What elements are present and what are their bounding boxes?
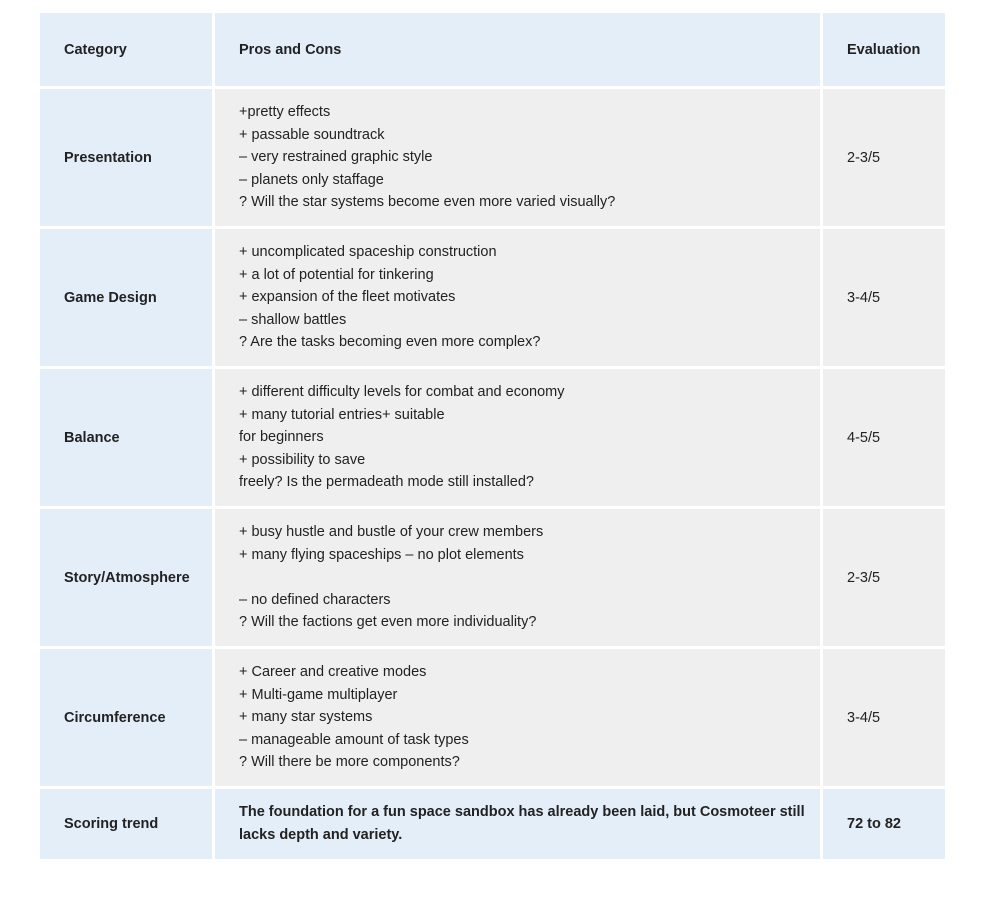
pros-cons-line: – no defined characters xyxy=(239,591,391,608)
pros-cons-line: + many star systems xyxy=(239,709,373,726)
table-row xyxy=(40,649,945,789)
pros-cons-line: + a lot of potential for tinkering xyxy=(239,266,434,283)
pros-cons-line: + passable soundtrack xyxy=(239,126,385,143)
pros-cons-line: + different difficulty levels for combat and economy xyxy=(239,384,565,401)
category-cell: Circumference xyxy=(40,649,215,789)
pros-cons-cell xyxy=(215,369,823,509)
pros-cons-line: ? Will the factions get even more individuality? xyxy=(239,614,537,631)
pros-cons-line: + Career and creative modes xyxy=(239,664,427,681)
pros-cons-cell xyxy=(215,89,823,229)
pros-cons-line: + many flying spaceships – no plot elements xyxy=(239,546,524,563)
pros-cons-line: ? Are the tasks becoming even more complex? xyxy=(239,334,541,351)
evaluation-cell: 3-4/5 xyxy=(823,649,945,789)
pros-cons-line xyxy=(239,566,820,589)
table-row xyxy=(40,89,945,229)
pros-cons-line: – planets only staffage xyxy=(239,171,384,188)
pros-cons-cell xyxy=(215,509,823,649)
review-table xyxy=(40,13,945,862)
category-cell: Presentation xyxy=(40,89,215,229)
table-row xyxy=(40,229,945,369)
category-cell: Story/Atmosphere xyxy=(40,509,215,649)
scoring-trend-label: Scoring trend xyxy=(40,789,215,862)
evaluation-cell: 2-3/5 xyxy=(823,509,945,649)
pros-cons-line: – shallow battles xyxy=(239,311,347,328)
evaluation-cell: 3-4/5 xyxy=(823,229,945,369)
scoring-trend-row xyxy=(40,789,945,862)
pros-cons-line: + expansion of the fleet motivates xyxy=(239,289,456,306)
pros-cons-line: – very restrained graphic style xyxy=(239,149,433,166)
pros-cons-line: + Multi-game multiplayer xyxy=(239,686,398,703)
scoring-trend-summary: The foundation for a fun space sandbox has already been laid, but Cosmoteer still lacks depth and variety. xyxy=(215,789,823,862)
header-category: Category xyxy=(40,13,215,89)
pros-cons-line: +pretty effects xyxy=(239,104,331,121)
pros-cons-cell xyxy=(215,649,823,789)
pros-cons-line: + possibility to save xyxy=(239,451,366,468)
pros-cons-line: + many tutorial entries+ suitable xyxy=(239,406,445,423)
pros-cons-line: ? Will the star systems become even more varied visually? xyxy=(239,194,616,211)
pros-cons-line: + uncomplicated spaceship construction xyxy=(239,244,497,261)
table-row xyxy=(40,509,945,649)
pros-cons-line: for beginners xyxy=(239,429,324,446)
evaluation-cell: 4-5/5 xyxy=(823,369,945,509)
header-row xyxy=(40,13,945,89)
pros-cons-line: ? Will there be more components? xyxy=(239,754,460,771)
header-evaluation: Evaluation xyxy=(823,13,945,89)
category-cell: Game Design xyxy=(40,229,215,369)
pros-cons-cell xyxy=(215,229,823,369)
pros-cons-line: – manageable amount of task types xyxy=(239,731,469,748)
pros-cons-line: + busy hustle and bustle of your crew members xyxy=(239,524,544,541)
evaluation-cell: 2-3/5 xyxy=(823,89,945,229)
table-row xyxy=(40,369,945,509)
header-pros-and-cons: Pros and Cons xyxy=(215,13,823,89)
scoring-trend-value: 72 to 82 xyxy=(823,789,945,862)
pros-cons-line: freely? Is the permadeath mode still installed? xyxy=(239,474,534,491)
category-cell: Balance xyxy=(40,369,215,509)
